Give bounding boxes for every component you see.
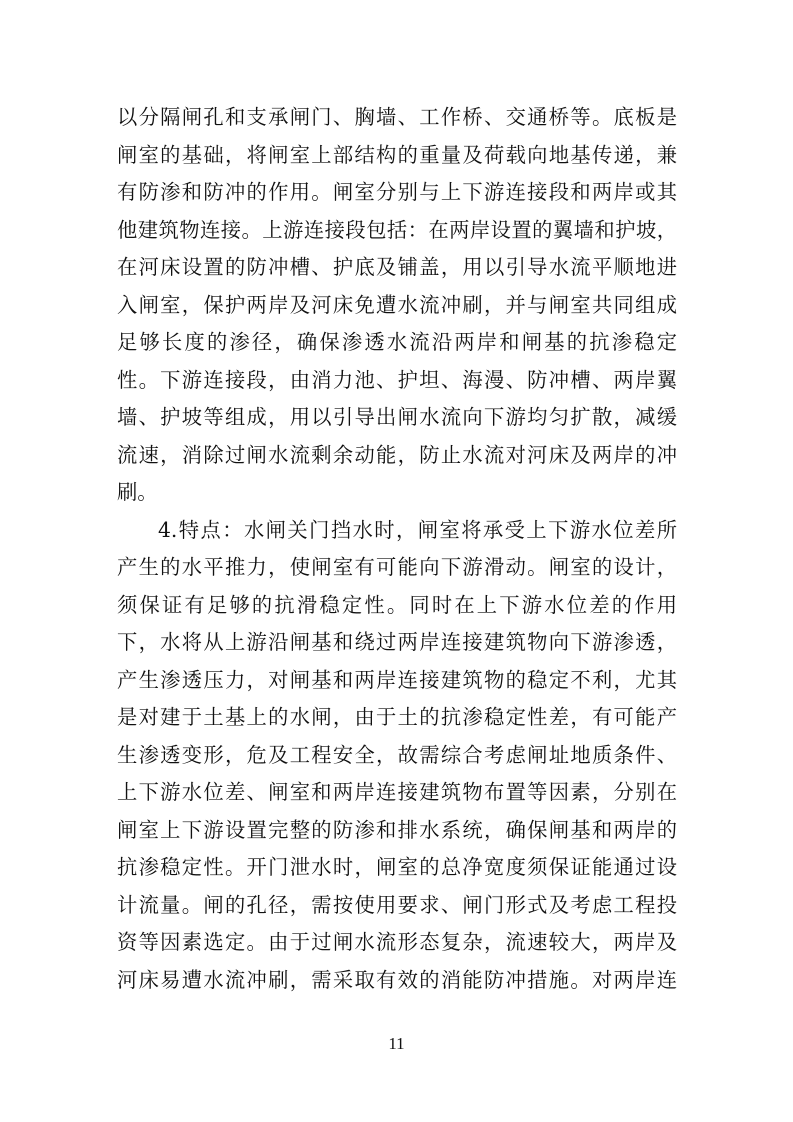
text-line-1: 以分隔闸孔和支承闸门、胸墙、工作桥、交通桥等。底板是 — [117, 105, 677, 129]
text-line-7: 足够长度的渗径，确保渗透水流沿两岸和闸基的抗渗稳定 — [117, 330, 677, 354]
text-line-3: 有防渗和防冲的作用。闸室分别与上下游连接段和两岸或其 — [117, 180, 677, 204]
text-line-11: 刷。 — [117, 480, 158, 504]
text-line-4: 他建筑物连接。上游连接段包括：在两岸设置的翼墙和护坡， — [117, 218, 677, 242]
text-line-15: 下，水将从上游沿闸基和绕过两岸连接建筑物向下游渗透， — [117, 630, 677, 654]
page-number: 11 — [388, 1034, 405, 1053]
text-line-8: 性。下游连接段，由消力池、护坦、海漫、防冲槽、两岸翼 — [117, 368, 677, 392]
text-line-24: 河床易遭水流冲刷，需采取有效的消能防冲措施。对两岸连 — [117, 968, 677, 992]
text-line-16: 产生渗透压力，对闸基和两岸连接建筑物的稳定不利，尤其 — [117, 668, 677, 692]
text-line-18: 生渗透变形，危及工程安全，故需综合考虑闸址地质条件、 — [117, 743, 677, 767]
text-line-19: 上下游水位差、闸室和两岸连接建筑物布置等因素，分别在 — [117, 780, 677, 804]
text-line-12: 4.特点：水闸关门挡水时，闸室将承受上下游水位差所 — [158, 518, 677, 542]
text-line-14: 须保证有足够的抗滑稳定性。同时在上下游水位差的作用 — [117, 593, 677, 617]
text-line-13: 产生的水平推力，使闸室有可能向下游滑动。闸室的设计， — [117, 555, 677, 579]
text-line-10: 流速，消除过闸水流剩余动能，防止水流对河床及两岸的冲 — [117, 443, 677, 467]
text-line-17: 是对建于土基上的水闸，由于土的抗渗稳定性差，有可能产 — [117, 705, 677, 729]
text-line-22: 计流量。闸的孔径，需按使用要求、闸门形式及考虑工程投 — [117, 893, 677, 917]
text-line-20: 闸室上下游设置完整的防渗和排水系统，确保闸基和两岸的 — [117, 818, 677, 842]
text-line-9: 墙、护坡等组成，用以引导出闸水流向下游均匀扩散，减缓 — [117, 405, 677, 429]
text-line-6: 入闸室，保护两岸及河床免遭水流冲刷，并与闸室共同组成 — [117, 293, 677, 317]
text-line-2: 闸室的基础，将闸室上部结构的重量及荷载向地基传递，兼 — [117, 143, 677, 167]
text-line-5: 在河床设置的防冲槽、护底及铺盖，用以引导水流平顺地进 — [117, 255, 677, 279]
text-line-23: 资等因素选定。由于过闸水流形态复杂，流速较大，两岸及 — [117, 930, 677, 954]
text-line-21: 抗渗稳定性。开门泄水时，闸室的总净宽度须保证能通过设 — [117, 855, 677, 879]
